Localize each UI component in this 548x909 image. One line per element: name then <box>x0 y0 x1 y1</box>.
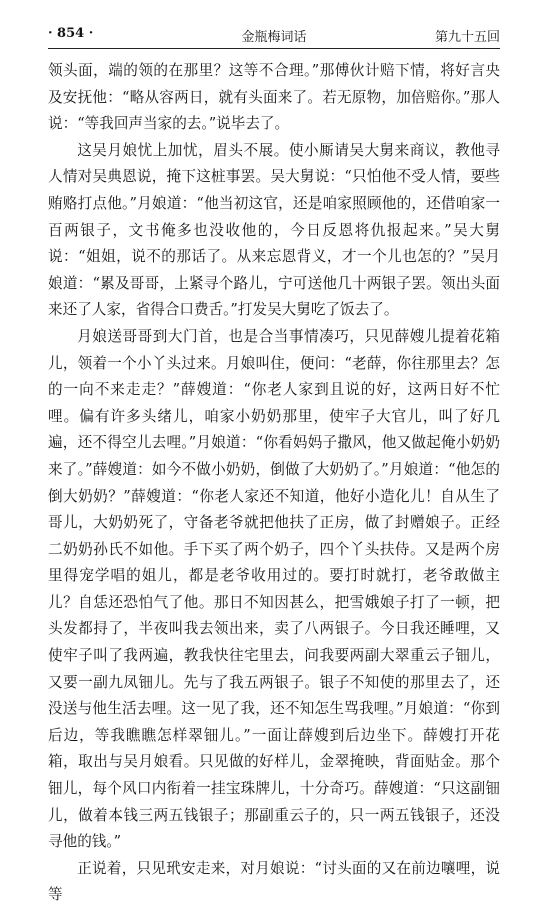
book-title: 金瓶梅词话 <box>241 30 307 45</box>
chapter-title: 第九十五回 <box>434 30 500 45</box>
paragraph: 领头面，端的领的在那里？这等不合理。”那傅伙计赔下情，将好言央及安抚他：“略从容两日，就有头面来了。若无原物，加倍赔你。”那人说：“等我回声当家的去。”说毕去了。 <box>48 62 500 133</box>
paragraph: 这吴月娘忧上加忧，眉头不展。使小厮请吴大舅来商议，教他寻人情对吴典恩说，掩下这桩事罢。吴大舅说：“只怕他不受人情，要些贿赂打点他。”月娘道：“他当初这官，还是咱家照顾他的，还借咱家一百两银子，文书俺多也没收他的，今日反恩将仇报起来。”吴大舅说：“姐姐，说不的那话了。从来忘恩背义，才一个儿也怎的？”吴月娘道：“累及哥哥，上紧寻个路儿，宁可送他几十两银子罢。领出头面来还了人家，省得合口费舌。”打发吴大舅吃了饭去了。 <box>48 141 500 319</box>
page-header <box>48 24 500 46</box>
header-divider <box>48 48 500 49</box>
paragraph: 正说着，只见玳安走来，对月娘说：“讨头面的又在前边嚷哩，说等 <box>48 859 500 904</box>
body-text <box>48 58 500 909</box>
page-number: · 854 · <box>48 26 94 41</box>
paragraph: 月娘送哥哥到大门首，也是合当事情凑巧，只见薛嫂儿提着花箱儿，领着一个小丫头过来。月娘叫住，便问：“老薛，你往那里去？怎的一向不来走走？”薛嫂道：“你老人家到且说的好，这两日好不忙哩。偏有许多头绪儿，咱家小奶奶那里，使牢子大官儿，叫了好几遍，还不得空儿去哩。”月娘道：“你看妈妈子撒风，他又做起俺小奶奶来了。”薛嫂道：如今不做小奶奶，倒做了大奶奶了。”月娘道：“他怎的倒大奶奶？”薛嫂道：“你老人家还不知道，他好小造化儿！自从生了哥儿，大奶奶死了，守备老爷就把他扶了正房，做了封赠娘子。正经二奶奶孙氏不如他。手下买了两个奶子，四个丫头扶侍。又是两个房里得宠学唱的姐儿，都是老爷收用过的。要打时就打，老爷敢做主儿？自恁还恐怕气了他。那日不知因甚么，把雪娥娘子打了一顿，把头发都挦了，半夜叫我去领出来，卖了八两银子。今日我还睡哩，又使牢子叫了我两遍，教我快往宅里去，问我要两副大翠重云子钿儿，又要一副九凤钿儿。先与了我五两银子。银子不知使的那里去了，还没送与他生活去哩。这一见了我，还不知怎生骂我哩。”月娘道：“你到后边，等我瞧瞧怎样翠钿儿。”一面让薛嫂到后边坐下。薛嫂打开花箱，取出与吴月娘看。只见做的好样儿，金翠掩映，背面贴金。那个钿儿，每个风口内衔着一挂宝珠牌儿，十分奇巧。薛嫂道：“只这副钿儿，做着本钱三两五钱银子；那副重云子的，只一两五钱银子，还没寻他的钱。” <box>48 327 500 851</box>
